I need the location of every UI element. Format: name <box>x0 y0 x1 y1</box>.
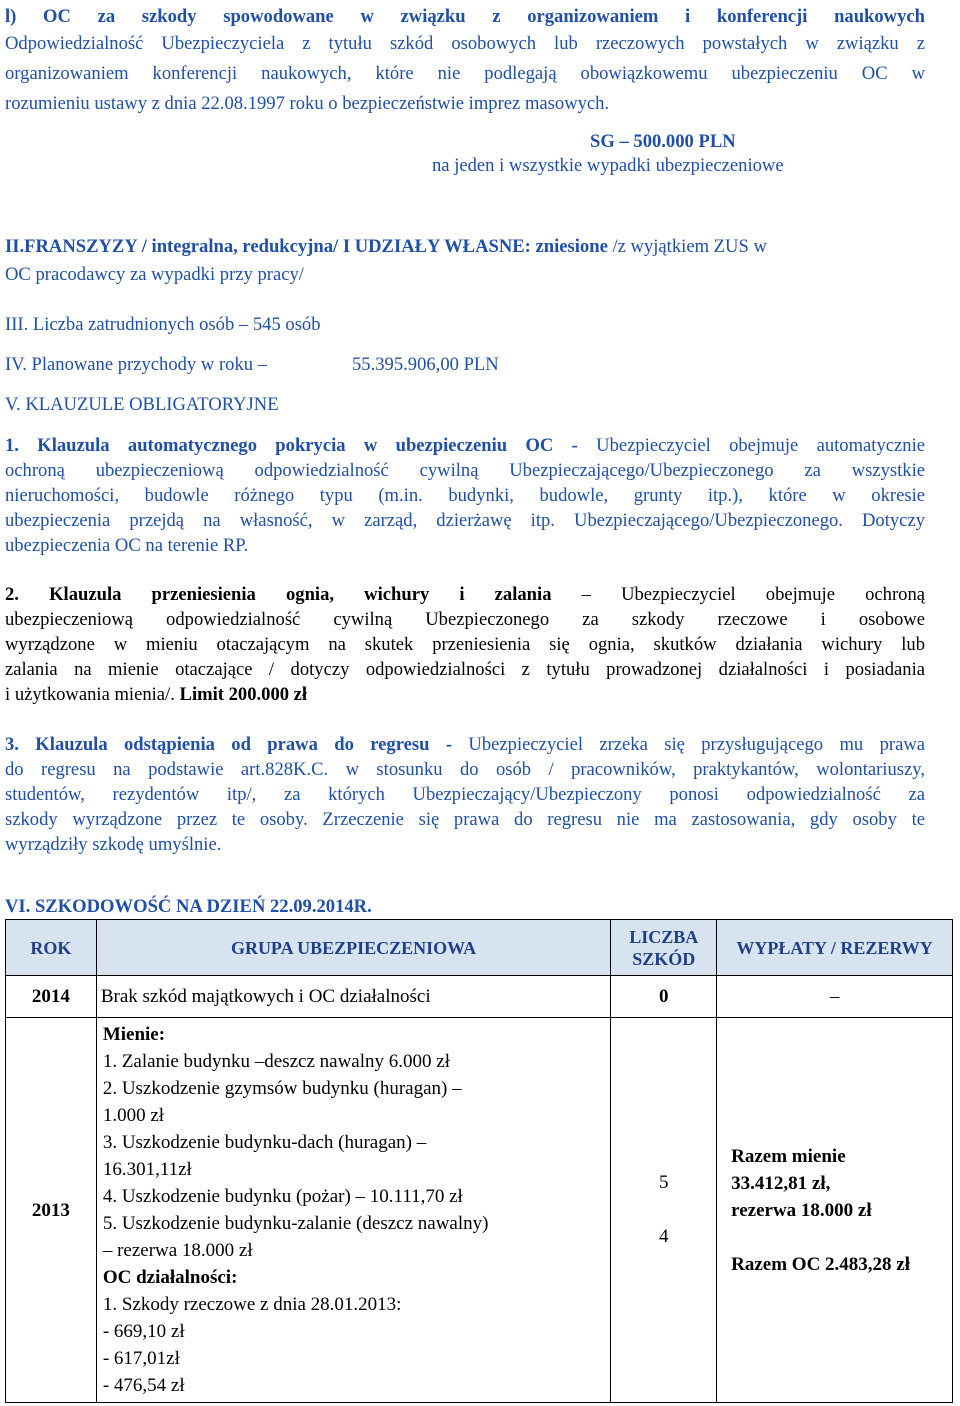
employees-label: III. Liczba zatrudnionych osób <box>5 314 235 335</box>
section-v-heading: V. KLAUZULE OBLIGATORYJNE <box>5 394 279 415</box>
count-mienie: 5 <box>658 1172 669 1193</box>
table-header-row <box>6 920 953 976</box>
clause-3-line-4: szkody wyrządzone przez te osoby. Zrzeczenie się prawa do regresu nie ma zastosowania, gdy osoby te <box>5 809 925 830</box>
cell-payout-details <box>717 1018 953 1403</box>
section-l-line-3: rozumieniu ustawy z dnia 22.08.1997 roku o bezpieczeństwie imprez masowych. <box>5 93 610 114</box>
section-vi-heading: VI. SZKODOWOŚĆ NA DZIEŃ 22.09.2014R. <box>5 896 372 917</box>
header-payout: WYPŁATY / REZERWY <box>717 920 953 976</box>
clause-2-title: 2. Klauzula przeniesienia ognia, wichury i zalania <box>5 584 552 605</box>
clause-2-last: i użytkowania mienia/. <box>5 684 175 705</box>
revenue-value: 55.395.906,00 PLN <box>352 354 499 375</box>
section-iii <box>5 314 321 336</box>
cell-year: 2013 <box>6 1018 97 1403</box>
section-l-line-2: organizowaniem konferencji naukowych, które nie podlegają obowiązkowemu ubezpieczeniu OC w <box>5 63 925 84</box>
mienie-item: 5. Uszkodzenie budynku-zalanie (deszcz nawalny) <box>102 1213 489 1234</box>
section-ii-line-2: OC pracodawcy za wypadki przy pracy/ <box>5 264 304 285</box>
claims-table <box>5 919 953 1403</box>
cell-payout: – <box>717 976 953 1018</box>
header-group: GRUPA UBEZPIECZENIOWA <box>96 920 610 976</box>
payout-mienie-line: rezerwa 18.000 zł <box>731 1199 872 1221</box>
mienie-item: 1.000 zł <box>102 1105 165 1126</box>
clause-3-line-2: do regresu na podstawie art.828K.C. w stosunku do osób / pracowników, praktykantów, wolontariuszy, <box>5 759 925 780</box>
header-count: LICZBA SZKÓD <box>611 920 717 976</box>
payout-mienie-line: 33.412,81 zł, <box>731 1172 831 1194</box>
cell-year: 2014 <box>6 976 97 1018</box>
mienie-label: Mienie: <box>102 1024 166 1045</box>
mienie-item: – rezerwa 18.000 zł <box>102 1240 253 1261</box>
clause-1-line-1 <box>5 433 925 458</box>
section-l-line-1: Odpowiedzialność Ubezpieczyciela z tytułu szkód osobowych lub rzeczowych powstałych w związku z <box>5 33 925 54</box>
clause-3-title: 3. Klauzula odstąpienia od prawa do regresu - <box>5 734 453 755</box>
section-l-heading: l) OC za szkody spowodowane w związku z organizowaniem i konferencji naukowych <box>5 6 925 27</box>
oc-label: OC działalności: <box>102 1267 238 1288</box>
clause-3-line-3: studentów, rezydentów itp/, za których Ubezpieczający/Ubezpieczony ponosi odpowiedzialność za <box>5 784 925 805</box>
oc-item: - 476,54 zł <box>102 1375 185 1396</box>
table-row-2013 <box>6 1018 953 1403</box>
clause-2-line-5 <box>5 682 925 707</box>
employees-value: – 545 osób <box>238 314 321 335</box>
clause-2-line-2: ubezpieczeniową odpowiedzialność cywilną Ubezpieczonego za szkody rzeczowe i osobowe <box>5 609 925 630</box>
cell-count: 0 <box>611 976 717 1018</box>
clause-2-line-3: wyrządzone w mieniu otaczającym na skutek przeniesienia się ognia, skutków działania wichury lub <box>5 634 925 655</box>
sum-insured: SG – 500.000 PLN <box>590 131 736 152</box>
count-oc: 4 <box>658 1226 669 1247</box>
cell-group-details <box>96 1018 610 1403</box>
mienie-item: 4. Uszkodzenie budynku (pożar) – 10.111,70 zł <box>102 1186 463 1207</box>
mienie-item: 1. Zalanie budynku –deszcz nawalny 6.000 zł <box>102 1051 450 1072</box>
section-ii-line-1 <box>5 236 767 258</box>
table-row-2014 <box>6 976 953 1018</box>
section-ii-bold: II.FRANSZYZY / integralna, redukcyjna/ I UDZIAŁY WŁASNE: zniesione <box>5 236 608 257</box>
oc-item: - 669,10 zł <box>102 1321 185 1342</box>
mienie-item: 16.301,11zł <box>102 1159 192 1180</box>
cell-count-details <box>611 1018 717 1403</box>
clause-2-rest: – Ubezpieczyciel obejmuje ochroną <box>551 584 925 605</box>
clause-1-line-3: nieruchomości, budowle różnego typu (m.in. budynki, budowle, grunty itp.), które w okresie <box>5 485 925 506</box>
sum-insured-note: na jeden i wszystkie wypadki ubezpieczeniowe <box>432 155 784 176</box>
payout-oc: Razem OC 2.483,28 zł <box>731 1253 911 1275</box>
clause-2-line-1 <box>5 582 925 607</box>
mienie-item: 2. Uszkodzenie gzymsów budynku (huragan) – <box>102 1078 462 1099</box>
clause-1-title: 1. Klauzula automatycznego pokrycia w ubezpieczeniu OC - <box>5 435 578 456</box>
clause-2-limit: Limit 200.000 zł <box>174 684 308 705</box>
clause-1-rest: Ubezpieczyciel obejmuje automatycznie <box>577 435 925 456</box>
oc-item: - 617,01zł <box>102 1348 180 1369</box>
clause-1-line-5: ubezpieczenia OC na terenie RP. <box>5 535 249 556</box>
payout-mienie-line: Razem mienie <box>731 1145 846 1167</box>
section-iv-label: IV. Planowane przychody w roku – <box>5 354 267 375</box>
clause-3-line-1 <box>5 732 925 757</box>
clause-3-line-5: wyrządziły szkodę umyślnie. <box>5 834 222 855</box>
clause-1-line-4: ubezpieczenia przejdą na własność, w zarząd, dzierżawę itp. Ubezpieczającego/Ubezpieczonego. Dotyczy <box>5 510 925 531</box>
clause-2-line-4: zalania na mienie otaczające / dotyczy odpowiedzialności z tytułu prowadzonej działalności i posiadania <box>5 659 925 680</box>
cell-group: Brak szkód majątkowych i OC działalności <box>96 976 610 1018</box>
clause-3-rest: Ubezpieczyciel zrzeka się przysługującego mu prawa <box>452 734 925 755</box>
oc-item: 1. Szkody rzeczowe z dnia 28.01.2013: <box>102 1294 402 1315</box>
header-year: ROK <box>6 920 97 976</box>
clause-1-line-2: ochroną ubezpieczeniową odpowiedzialność cywilną Ubezpieczającego/Ubezpieczonego za wszystkie <box>5 460 925 481</box>
mienie-item: 3. Uszkodzenie budynku-dach (huragan) – <box>102 1132 427 1153</box>
section-ii-rest: /z wyjątkiem ZUS w <box>607 236 767 257</box>
